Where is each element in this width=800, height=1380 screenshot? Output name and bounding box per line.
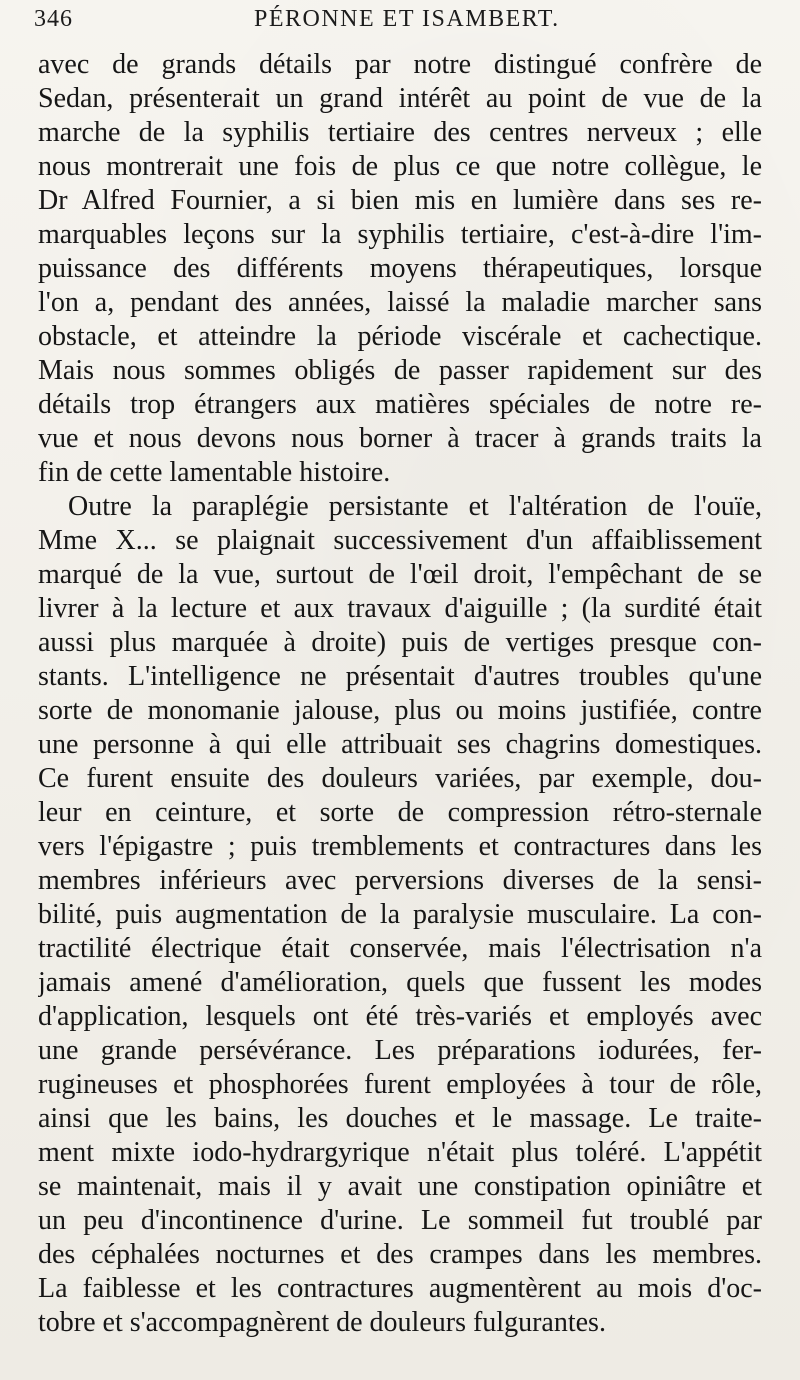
text-line: des céphalées nocturnes et des crampes dans les membres. (38, 1239, 762, 1270)
text-line: membres inférieurs avec perversions diverses de la sensi- (38, 865, 762, 896)
text-line: marqué de la vue, surtout de l'œil droit, l'empêchant de se (38, 559, 762, 590)
text-line: marche de la syphilis tertiaire des centres nerveux ; elle (38, 117, 762, 148)
paragraph-end-line: tobre et s'accompagnèrent de douleurs fulgurantes. (38, 1307, 606, 1338)
text-line: une grande persévérance. Les préparations iodurées, fer- (38, 1035, 762, 1066)
text-line: jamais amené d'amélioration, quels que fussent les modes (38, 967, 762, 998)
page-number: 346 (34, 6, 73, 32)
text-line: rugineuses et phosphorées furent employées à tour de rôle, (38, 1069, 762, 1100)
running-head (0, 2, 800, 36)
text-line: livrer à la lecture et aux travaux d'aiguille ; (la surdité était (38, 593, 762, 624)
text-line: nous montrerait une fois de plus ce que notre collègue, le (38, 151, 762, 182)
text-line: marquables leçons sur la syphilis tertiaire, c'est-à-dire l'im- (38, 219, 762, 250)
text-line: ainsi que les bains, les douches et le massage. Le traite- (38, 1103, 762, 1134)
text-line: obstacle, et atteindre la période viscérale et cachectique. (38, 321, 762, 352)
text-line: Ce furent ensuite des douleurs variées, par exemple, dou- (38, 763, 762, 794)
text-line: Dr Alfred Fournier, a si bien mis en lumière dans ses re- (38, 185, 762, 216)
text-line: d'application, lesquels ont été très-variés et employés avec (38, 1001, 762, 1032)
text-line: vue et nous devons nous borner à tracer à grands traits la (38, 423, 762, 454)
text-line: tractilité électrique était conservée, mais l'électrisation n'a (38, 933, 762, 964)
text-line: avec de grands détails par notre distingué confrère de (38, 49, 762, 80)
text-line: un peu d'incontinence d'urine. Le sommeil fut troublé par (38, 1205, 762, 1236)
text-line: Mme X... se plaignait successivement d'un affaiblissement (38, 525, 762, 556)
text-line: puissance des différents moyens thérapeutiques, lorsque (38, 253, 762, 284)
text-line: leur en ceinture, et sorte de compression rétro-sternale (38, 797, 762, 828)
text-line: ment mixte iodo-hydrargyrique n'était plus toléré. L'appétit (38, 1137, 762, 1168)
text-line: Mais nous sommes obligés de passer rapidement sur des (38, 355, 762, 386)
text-line: sorte de monomanie jalouse, plus ou moins justifiée, contre (38, 695, 762, 726)
text-line: stants. L'intelligence ne présentait d'autres troubles qu'une (38, 661, 762, 692)
text-line: aussi plus marquée à droite) puis de vertiges presque con- (38, 627, 762, 658)
text-line: détails trop étrangers aux matières spéciales de notre re- (38, 389, 762, 420)
text-line: une personne à qui elle attribuait ses chagrins domestiques. (38, 729, 762, 760)
text-line: se maintenait, mais il y avait une constipation opiniâtre et (38, 1171, 762, 1202)
text-line: La faiblesse et les contractures augmentèrent au mois d'oc- (38, 1273, 762, 1304)
body-text (38, 48, 762, 1340)
text-line: vers l'épigastre ; puis tremblements et contractures dans les (38, 831, 762, 862)
running-title: PÉRONNE ET ISAMBERT. (254, 6, 560, 32)
text-line: Sedan, présenterait un grand intérêt au point de vue de la (38, 83, 762, 114)
paragraph-end-line: fin de cette lamentable histoire. (38, 457, 391, 488)
text-line: bilité, puis augmentation de la paralysie musculaire. La con- (38, 899, 762, 930)
paragraph-start-line: Outre la paraplégie persistante et l'altération de l'ouïe, (68, 491, 762, 522)
text-line: l'on a, pendant des années, laissé la maladie marcher sans (38, 287, 762, 318)
